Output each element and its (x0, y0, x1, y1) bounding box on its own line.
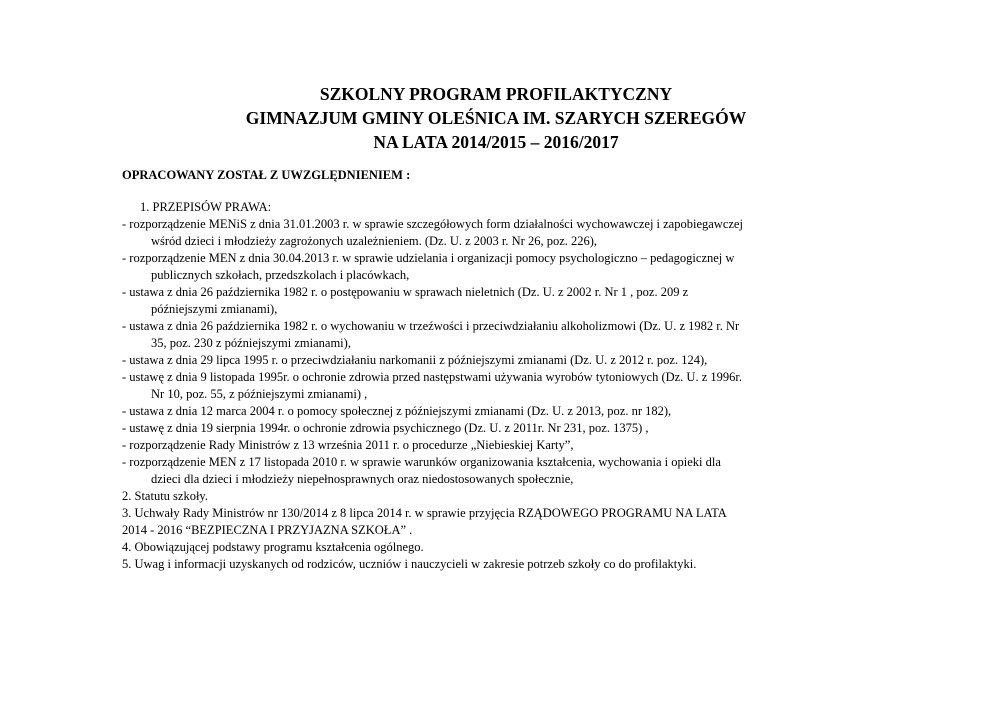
section-1-heading: 1. PRZEPISÓW PRAWA: (140, 200, 272, 214)
section-3-line-1: 3. Uchwały Rady Ministrów nr 130/2014 z 8 lipca 2014 r. w sprawie przyjęcia RZĄDOWEGO PROGRAMU NA LATA (122, 506, 727, 520)
list-item-line: - rozporządzenie MEN z 17 listopada 2010 r. w sprawie warunków organizowania kształcenia, wychowania i opieki dla (122, 455, 721, 469)
list-item-continuation: 35, poz. 230 z późniejszymi zmianami), (151, 336, 351, 350)
document-body (122, 199, 882, 573)
list-item (122, 216, 882, 250)
list-item-continuation: Nr 10, poz. 55, z późniejszymi zmianami) , (151, 387, 368, 401)
list-item (122, 454, 882, 488)
section-5: 5. Uwag i informacji uzyskanych od rodziców, uczniów i nauczycieli w zakresie potrzeb szkoły co do profilaktyki. (122, 557, 697, 571)
list-item (122, 403, 882, 420)
list-item-line: - ustawa z dnia 26 października 1982 r. o wychowaniu w trzeźwości i przeciwdziałaniu alkoholizmowi (Dz. U. z 1982 r. Nr (122, 319, 740, 333)
list-item-line: - rozporządzenie MEN z dnia 30.04.2013 r. w sprawie udzielania i organizacji pomocy psychologiczno – pedagogicznej w (122, 251, 735, 265)
list-item (122, 352, 882, 369)
list-item-continuation: wśród dzieci i młodzieży zagrożonych uzależnieniem. (Dz. U. z 2003 r. Nr 26, poz. 226), (151, 234, 598, 248)
title-line-2: GIMNAZJUM GMINY OLEŚNICA IM. SZARYCH SZEREGÓW (245, 108, 747, 128)
list-item (122, 369, 882, 403)
list-item-continuation: późniejszymi zmianami), (151, 302, 278, 316)
section-2: 2. Statutu szkoły. (122, 489, 208, 503)
section-3-line-2: 2014 - 2016 “BEZPIECZNA I PRZYJAZNA SZKOŁA” . (122, 523, 413, 537)
list-item (122, 284, 882, 318)
list-item-line: - rozporządzenie MENiS z dnia 31.01.2003 r. w sprawie szczegółowych form działalności wychowawczej i zapobiegawczej (122, 217, 743, 231)
list-item-continuation: publicznych szkołach, przedszkolach i placówkach, (151, 268, 410, 282)
list-item (122, 420, 882, 437)
list-item-line: - rozporządzenie Rady Ministrów z 13 września 2011 r. o procedurze „Niebieskiej Karty”, (122, 438, 574, 452)
list-item (122, 250, 882, 284)
list-item-line: - ustawa z dnia 29 lipca 1995 r. o przeciwdziałaniu narkomanii z późniejszymi zmianami (Dz. U. z 2012 r. poz. 124), (122, 353, 708, 367)
title-line-3: NA LATA 2014/2015 – 2016/2017 (373, 132, 619, 152)
section-subheading: OPRACOWANY ZOSTAŁ Z UWZGLĘDNIENIEM : (122, 168, 411, 182)
section-4: 4. Obowiązującej podstawy programu kształcenia ogólnego. (122, 540, 424, 554)
list-item-line: - ustawę z dnia 19 sierpnia 1994r. o ochronie zdrowia psychicznego (Dz. U. z 2011r. Nr 231, poz. 1375) , (122, 421, 649, 435)
title-line-1: SZKOLNY PROGRAM PROFILAKTYCZNY (319, 84, 673, 104)
list-item-continuation: dzieci dla dzieci i młodzieży niepełnosprawnych oraz niedostosowanych społecznie, (151, 472, 574, 486)
list-item (122, 318, 882, 352)
list-item (122, 437, 882, 454)
list-item-line: - ustawę z dnia 9 listopada 1995r. o ochronie zdrowia przed następstwami używania wyrobów tytoniowych (Dz. U. z 1996r. (122, 370, 742, 384)
list-item-line: - ustawa z dnia 12 marca 2004 r. o pomocy społecznej z późniejszymi zmianami (Dz. U. z 2013, poz. nr 182), (122, 404, 672, 418)
document-title (0, 82, 992, 154)
list-item-line: - ustawa z dnia 26 października 1982 r. o postępowaniu w sprawach nieletnich (Dz. U. z 2002 r. Nr 1 , poz. 209 z (122, 285, 689, 299)
